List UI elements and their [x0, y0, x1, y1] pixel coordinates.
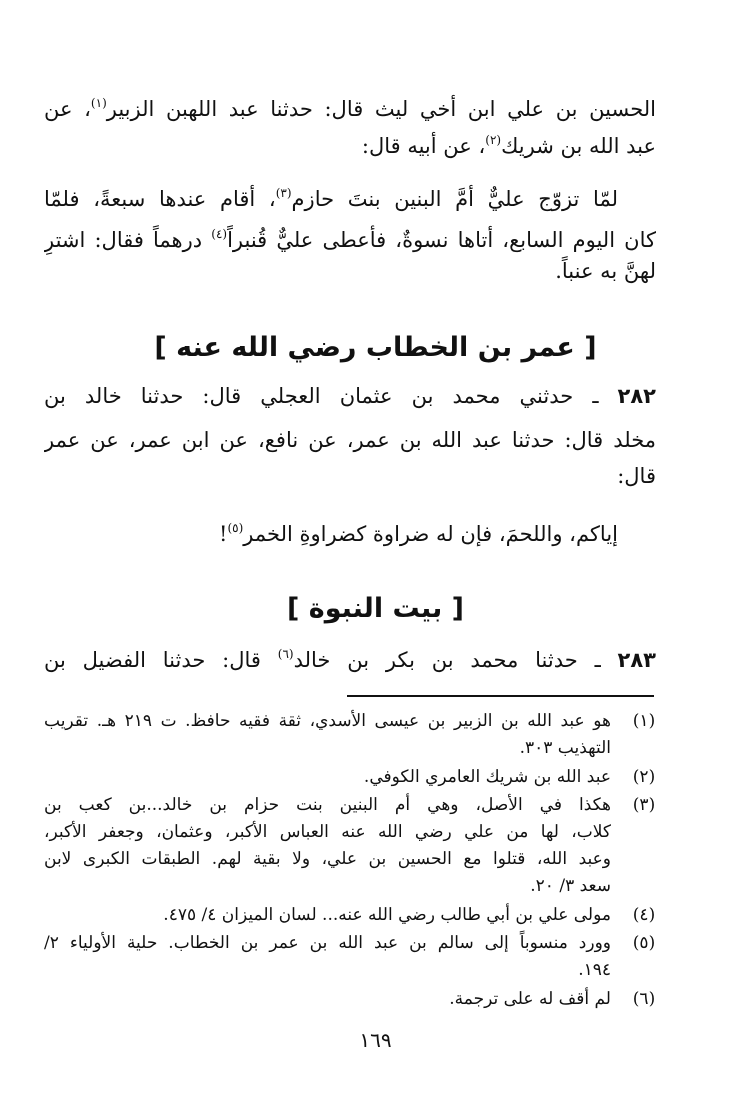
footnote	[44, 930, 656, 957]
text-line	[44, 425, 656, 455]
text-segment: عبد الله بن شريك	[501, 134, 656, 158]
footnote	[44, 792, 656, 819]
footnote-continuation	[44, 819, 656, 846]
footnote-number: (٥)	[632, 933, 656, 953]
text-segment: درهماً فقال: اشترِ	[44, 228, 212, 252]
text-segment: إياكم، واللحمَ، فإن له ضراوة كضراوةِ الخمر	[243, 522, 618, 546]
footnote-number: (٦)	[632, 989, 656, 1009]
footnote-text: هو عبد الله بن الزبير بن عيسى الأسدي، ثقة فقيه حافظ. ت ٢١٩ هـ. تقريب	[44, 711, 611, 731]
text-segment: قال:	[617, 464, 656, 488]
footnote-text: سعد ٣/ ٢٠.	[530, 876, 611, 896]
footnote-ref: (٣)	[275, 186, 292, 200]
text-line	[44, 256, 656, 286]
text-segment: !	[219, 522, 228, 546]
footnote-separator	[347, 695, 654, 697]
text-line	[44, 461, 656, 491]
footnote-text: عبد الله بن شريك العامري الكوفي.	[363, 767, 611, 787]
text-segment: الحسين بن علي ابن أخي ليث قال: حدثنا عبد اللهبن الزبير	[106, 97, 656, 121]
section-heading: [ عمر بن الخطاب رضي الله عنه ]	[154, 332, 597, 363]
hadith-number: ٢٨٣	[617, 648, 656, 672]
text-segment: كان اليوم السابع، أتاها نسوةٌ، فأعطى عليٌّ قُنبراً	[227, 228, 656, 252]
footnote-text: وورد منسوباً إلى سالم بن عبد الله بن عمر بن الخطاب. حلية الأولياء ٢/	[44, 933, 611, 953]
text-line	[44, 125, 656, 161]
text-segment: ـ حدثني محمد بن عثمان العجلي قال: حدثنا خالد بن	[44, 384, 618, 408]
text-line	[44, 381, 656, 411]
text-segment: ، عن أبيه قال:	[361, 134, 486, 158]
text-line	[44, 178, 656, 214]
page-number: ١٦٩	[359, 1028, 392, 1052]
footnote-continuation	[44, 873, 656, 900]
text-segment: ، عن	[44, 97, 91, 121]
footnote-text: التهذيب ٣٠٣.	[519, 738, 611, 758]
text-line	[44, 219, 656, 255]
footnote-ref: (١)	[90, 96, 107, 110]
text-line	[44, 639, 656, 675]
footnote-text: كلاب، لها من علي رضي الله عنه العباس الأكبر، وعثمان، وجعفر الأكبر،	[44, 822, 611, 842]
footnote-ref: (٢)	[485, 133, 502, 147]
footnote-text: لم أقف له على ترجمة.	[449, 989, 611, 1009]
footnote-text: مولى علي بن أبي طالب رضي الله عنه... لسان الميزان ٤/ ٤٧٥.	[163, 905, 611, 925]
footnote-text: ١٩٤.	[578, 960, 611, 980]
section-heading: [ بيت النبوة ]	[287, 593, 464, 624]
footnote-continuation	[44, 846, 656, 873]
footnote	[44, 708, 656, 735]
footnote-ref: (٦)	[277, 647, 294, 661]
footnote-number: (١)	[632, 711, 656, 731]
text-segment: لمّا تزوّج عليٌّ أمَّ البنين بنتَ حازم	[291, 187, 618, 211]
footnote-number: (٤)	[632, 905, 656, 925]
footnote	[44, 764, 656, 791]
footnote	[44, 986, 656, 1013]
text-segment: قال: حدثنا الفضيل بن	[44, 648, 278, 672]
footnote-number: (٣)	[632, 795, 656, 815]
hadith-number: ٢٨٢	[617, 384, 656, 408]
text-segment: ، أقام عندها سبعةً، فلمّا	[44, 187, 276, 211]
footnote-continuation	[44, 735, 656, 762]
footnote	[44, 902, 656, 929]
text-segment: مخلد قال: حدثنا عبد الله بن عمر، عن نافع، عن ابن عمر، عن عمر	[44, 428, 656, 452]
text-segment: لهنَّ به عنباً.	[555, 259, 656, 283]
footnote-text: هكذا في الأصل، وهي أم البنين بنت حزام بن خالد...بن كعب بن	[44, 795, 611, 815]
footnote-ref: (٥)	[227, 521, 244, 535]
text-line	[44, 88, 656, 124]
footnote-continuation	[44, 957, 656, 984]
text-segment: ـ حدثنا محمد بن بكر بن خالد	[293, 648, 618, 672]
footnote-text: وعبد الله، قتلوا مع الحسين بن علي، ولا بقية لهم. الطبقات الكبرى لابن	[44, 849, 611, 869]
footnote-number: (٢)	[632, 767, 656, 787]
footnote-ref: (٤)	[211, 227, 228, 241]
text-line	[44, 513, 656, 549]
